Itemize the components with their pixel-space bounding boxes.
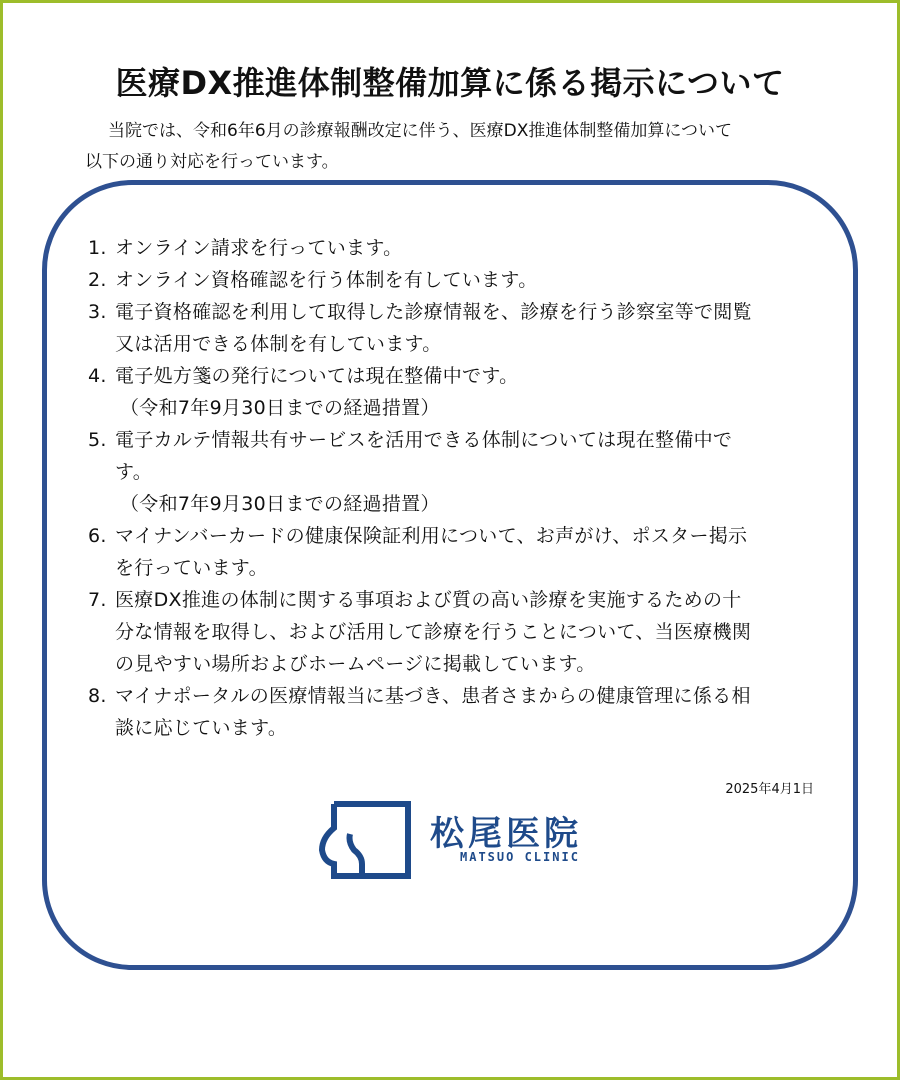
list-item-number: 8. <box>88 685 107 707</box>
clinic-logo-icon <box>312 798 416 882</box>
list-item-number: 5. <box>88 429 107 451</box>
list-item-line <box>88 424 828 456</box>
list-item-line <box>88 520 828 552</box>
list-item <box>88 296 828 360</box>
list-item-line <box>88 456 828 488</box>
list-item-line <box>88 360 828 392</box>
list-item-number: 3. <box>88 301 107 323</box>
list-item-note: （令和7年9月30日までの経過措置） <box>120 493 440 515</box>
list-item-line <box>88 680 828 712</box>
list-item-line <box>88 264 828 296</box>
list-item-number: 4. <box>88 365 107 387</box>
list-item-text: を行っています。 <box>115 557 268 579</box>
intro-line-1: 当院では、令和6年6月の診療報酬改定に伴う、医療DX推進体制整備加算について <box>108 121 733 141</box>
list-item-line <box>88 616 828 648</box>
list-item-text: 電子カルテ情報共有サービスを活用できる体制については現在整備中で <box>115 429 733 451</box>
list-item <box>88 264 828 296</box>
list-item-text: マイナンバーカードの健康保険証利用について、お声がけ、ポスター掲示 <box>115 525 748 547</box>
clinic-name-jp: 松尾医院 <box>430 814 582 854</box>
list-item-text: マイナポータルの医療情報当に基づき、患者さまからの健康管理に係る相 <box>115 685 751 707</box>
list-item-line <box>88 648 828 680</box>
list-item-line <box>88 232 828 264</box>
list-item-line <box>88 296 828 328</box>
list-item-number: 2. <box>88 269 107 291</box>
list-item-line <box>88 328 828 360</box>
issue-date: 2025年4月1日 <box>725 782 814 797</box>
list-item-text: 分な情報を取得し、および活用して診療を行うことについて、当医療機関 <box>115 621 752 643</box>
list-item-text: 電子処方箋の発行については現在整備中です。 <box>115 365 519 387</box>
list-item-text: す。 <box>115 461 153 483</box>
list-item <box>88 520 828 584</box>
list-item-text: 医療DX推進の体制に関する事項および質の高い診療を実施するための十 <box>115 589 742 611</box>
clinic-name-en: MATSUO CLINIC <box>460 850 580 864</box>
list-item-number: 6. <box>88 525 107 547</box>
page-title: 医療DX推進体制整備加算に係る掲示について <box>115 64 785 102</box>
list-item-text: オンライン請求を行っています。 <box>115 237 403 259</box>
list-item-note: （令和7年9月30日までの経過措置） <box>120 397 440 419</box>
list-item-text: 又は活用できる体制を有しています。 <box>115 333 442 355</box>
list-item <box>88 360 828 424</box>
list-item <box>88 424 828 520</box>
list-item-text: オンライン資格確認を行う体制を有しています。 <box>115 269 538 291</box>
list-item <box>88 232 828 264</box>
list-item-text: の見やすい場所およびホームページに掲載しています。 <box>115 653 596 675</box>
list-item-number: 1. <box>88 237 107 259</box>
list-item <box>88 680 828 744</box>
list-item-text: 電子資格確認を利用して取得した診療情報を、診療を行う診察室等で閲覧 <box>115 301 752 323</box>
list-item-line <box>88 712 828 744</box>
list-item <box>88 584 828 680</box>
measures-list <box>88 232 828 744</box>
list-item-number: 7. <box>88 589 107 611</box>
list-item-line <box>88 584 828 616</box>
list-item-text: 談に応じています。 <box>115 717 288 739</box>
intro-line-2: 以下の通り対応を行っています。 <box>85 152 339 172</box>
list-item-line <box>88 552 828 584</box>
